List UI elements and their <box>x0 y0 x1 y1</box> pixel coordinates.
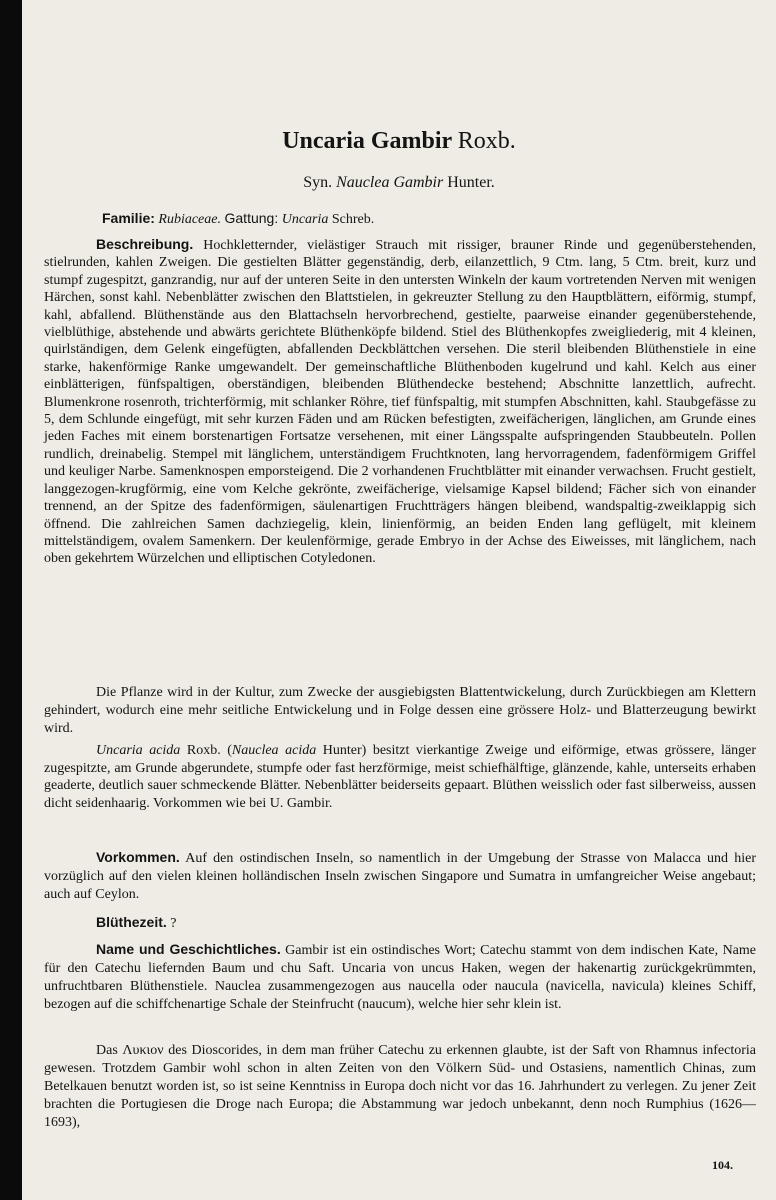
bluethezeit-text: ? <box>170 916 177 931</box>
name-text: Gambir ist ein ostindisches Wort; Catechu stammt von dem indischen Kate, Name für den Catechu liefernden Baum und chu Saft. Uncaria von uncus Haken, wegen der hakenartig zurückgekrümmten, unfruchtbaren Blüthenstiele. Nauclea zusammengezogen aus naucella oder naucula (navicella, navicula) kleines Schiff, bezogen auf die schiffchenartige Schale der Steinfrucht (naucum), welche hier sehr klein ist. <box>44 943 756 1012</box>
bluethezeit-paragraph <box>44 914 756 932</box>
page-title <box>22 128 776 155</box>
acida-author: Roxb. ( <box>186 743 232 758</box>
kultur-paragraph: Die Pflanze wird in der Kultur, zum Zwecke der ausgiebigsten Blattentwickelung, durch Zurückbiegen am Klettern gehindert, wodurch eine mehr seitliche Entwickelung und in Folge dessen eine grössere Holz- und Blatterzeugung bewirkt wird. <box>44 685 756 736</box>
title-name: Uncaria Gambir <box>282 128 452 154</box>
beschreibung-text: Hochkletternder, vielästiger Strauch mit rissiger, brauner Rinde und gegenüberstehenden, stielrunden, kahlen Zweigen. Die gestielten Blätter gegenständig, derb, eilanzettlich, 9 Ctm. lang, 5 Ctm. breit, kurz und stumpf zugespitzt, ganzrandig, nur auf der unteren Seite in den untersten Winkeln der kaum vortretenden Nerven mit wenigen Härchen, sonst kahl. Nebenblätter zwischen den Blattstielen, in gekreuzter Stellung zu den Hauptblättern, eiförmig, stumpf, kahl, abfallend. Blüthenstände aus den Blattachseln hervorbrechend, gestielte, paarweise einander gegenüberstehende, vielblüthige, abstehende und abwärts gerichtete Blüthenköpfe bildend. Stiel des Blüthenkopfes zweigliederig, mit 4 kleinen, quirlständigen, dem Gelenk eingefügten, abfallenden Deckblättchen versehen. Die steril bleibenden Blüthenstiele in eine starke, hakenförmige Ranke umgewandelt. Der gemeinschaftliche Blüthenboden kugelrund und kahl. Kelch aus einer einblätterigen, fünfspaltigen, oberständigen, bleibenden Blüthendecke bestehend; Abschnitte lanzettlich, aufrecht. Blumenkrone rosenroth, trichterförmig, mit schlanker Röhre, tief fünfspaltig, mit stumpfen Abschnitten, kahl. Staubgefässe zu 5, dem Schlunde eingefügt, mit sehr kurzen Fäden und am Rücken befestigten, zweifächerigen, länglichen, am Grunde eines jeden Faches mit einem borstenartigen Fortsatze versehenen, mit einer Längsspalte aufspringenden Staubbeuteln. Pollen rundlich, dreinabelig. Stempel mit länglichem, unterständigem Fruchtknoten, lang hervorragendem, fadenförmigem Griffel und keuliger Narbe. Samenknospen emporsteigend. Die 2 vorhandenen Fruchtblätter mit einander verwachsen. Frucht gestielt, langgezogen-krugförmig, eine vom Kelche gekrönte, zweifächerige, vielsamige Kapsel bildend; Fächer sich von einander trennend, an der Spitze des fadenförmigen, säulenartigen Fruchtträgers hängen bleibend, wandspaltig-zweiklappig sich öffnend. Die zahlreichen Samen dachziegelig, klein, linienförmig, an beiden Enden lang geflügelt, mit kleinem mittelständigem, ovalem Samenkern. Der keulenförmige, gerade Embryo in der Achse des Eiweisses, mit länglichem, nach oben gekehrtem Würzelchen und elliptischen Cotyledonen. <box>44 238 756 567</box>
genus-author: Schreb. <box>331 212 375 227</box>
uncaria-acida-paragraph <box>44 742 756 812</box>
synonym-name: Nauclea Gambir <box>336 174 444 191</box>
beschreibung-paragraph <box>44 236 756 568</box>
genus-name: Uncaria <box>281 212 329 227</box>
synonym-author: Hunter. <box>447 174 495 191</box>
acida-name: Uncaria acida <box>96 743 181 758</box>
title-author: Roxb. <box>457 128 516 154</box>
bluethezeit-heading: Blüthezeit. <box>96 914 167 930</box>
name-heading: Name und Geschichtliches. <box>96 941 281 957</box>
familie-line <box>102 210 742 228</box>
acida-synonym: Nauclea acida <box>231 743 317 758</box>
vorkommen-paragraph <box>44 848 756 904</box>
beschreibung-heading: Beschreibung. <box>96 236 194 252</box>
familie-label: Familie: <box>102 210 155 226</box>
synonym-line <box>22 174 776 192</box>
gattung-label: Gattung: <box>224 210 279 226</box>
geschichte-paragraph: Das Λυκιον des Dioscorides, in dem man früher Catechu zu erkennen glaubte, ist der Saft von Rhamnus infectoria gewesen. Trotzdem Gambir wohl schon in alten Zeiten von den Völkern Süd- und Ostasiens, namentlich Chinas, zum Betelkauen benutzt worden ist, so ist seine Kenntniss in Europa doch nicht vor das 16. Jahrhundert zu verlegen. Zu jener Zeit brachten die Portugiesen die Droge nach Europa; die Abstammung war jedoch unbekannt, denn noch Rumphius (1626—1693), <box>44 1043 756 1130</box>
synonym-prefix: Syn. <box>303 174 333 191</box>
name-paragraph <box>44 940 756 1014</box>
vorkommen-text: Auf den ostindischen Inseln, so namentlich in der Umgebung der Strasse von Malacca und hier vorzüglich auf den vielen kleinen holländischen Inseln zwischen Singapore und Sumatra in umfangreicher Weise angebaut; auch auf Ceylon. <box>44 851 756 902</box>
page-number: 104. <box>712 1158 733 1172</box>
acida-text: Hunter) besitzt vierkantige Zweige und eiförmige, etwas grössere, länger zugespitzte, am Grunde abgerundete, stumpfe oder fast herzförmige, meist schiefhälftige, glänzende, kahle, unterseits erhaben geaderte, deutlich sauer schmeckende Blätter. Nebenblätter beiderseits gepaart. Blüthen weisslich oder fast silberweiss, aussen dicht seidenhaarig. Vorkommen wie bei U. Gambir. <box>44 743 757 811</box>
vorkommen-heading: Vorkommen. <box>96 849 180 865</box>
document-page <box>22 0 776 1200</box>
family-name: Rubiaceae. <box>158 212 221 227</box>
